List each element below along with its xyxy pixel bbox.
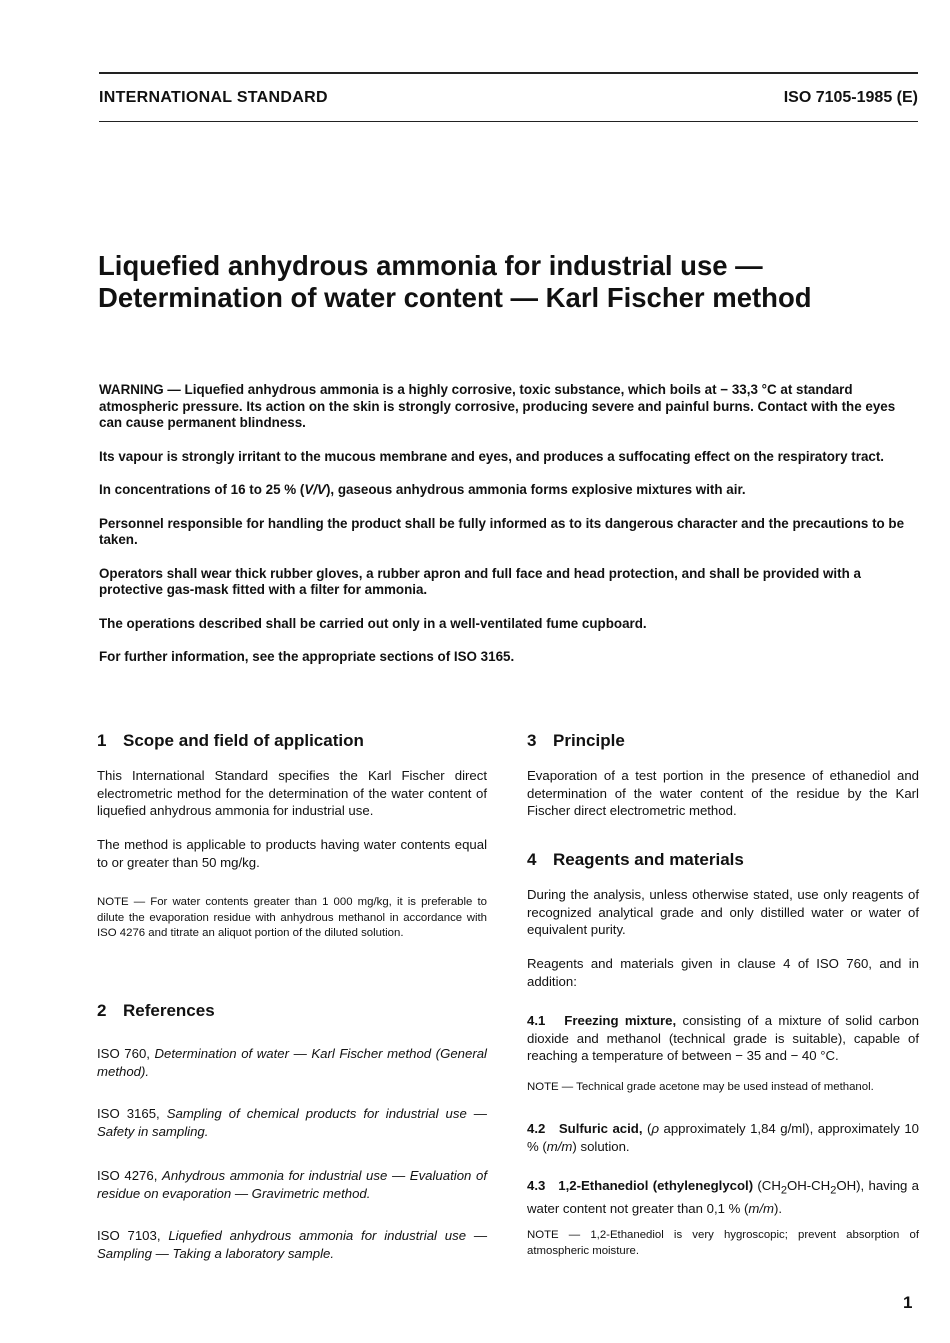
warning-paragraph: Personnel responsible for handling the product shall be fully informed as to its dangerous character and the precautions to be taken. (99, 515, 905, 547)
clause-4-1-note: NOTE — Technical grade acetone may be used instead of methanol. (527, 1081, 874, 1093)
header-rule (99, 121, 918, 122)
warning-paragraph: In concentrations of 16 to 25 % (V/V), gaseous anhydrous ammonia forms explosive mixtures with air. (99, 482, 746, 497)
section-4-paragraph: During the analysis, unless otherwise stated, use only reagents of recognized analytical grade and only distilled water or water of equivalent purity. (527, 887, 919, 937)
section-2-heading: 2 References (97, 1001, 215, 1020)
section-1-note: NOTE — For water contents greater than 1 000 mg/kg, it is preferable to dilute the evaporation residue with anhydrous methanol in accordance with ISO 4276 and titrate an aliquot portion of the diluted solution. (97, 896, 487, 939)
warning-paragraph: Operators shall wear thick rubber gloves, a rubber apron and full face and head protection, and shall be provided with a protective gas-mask fitted with a filter for ammonia. (99, 565, 861, 597)
reference-item: ISO 3165, Sampling of chemical products for industrial use — Safety in sampling. (97, 1106, 487, 1139)
document-title (98, 250, 898, 314)
standard-number: ISO 7105-1985 (E) (783, 89, 918, 106)
warning-paragraph: For further information, see the appropriate sections of ISO 3165. (99, 649, 515, 664)
clause-4-1: 4.1 Freezing mixture, consisting of a mixture of solid carbon dioxide and methanol (technical grade is suitable), capable of reaching a temperature of between − 35 and − 40 °C. (527, 1013, 919, 1063)
warning-paragraph: The operations described shall be carried out only in a well-ventilated fume cupboard. (99, 615, 647, 631)
warning-paragraph: Its vapour is strongly irritant to the mucous membrane and eyes, and produces a suffocating effect on the respiratory tract. (99, 448, 885, 464)
reference-item: ISO 4276, Anhydrous ammonia for industrial use — Evaluation of residue on evaporation — Gravimetric method. (97, 1168, 488, 1201)
title-line-1: Liquefied anhydrous ammonia for industrial use — (98, 250, 763, 281)
clause-4-2: 4.2 Sulfuric acid, (ρ approximately 1,84 g/ml), approximately 10 % (m/m) solution. (527, 1121, 920, 1154)
section-1-paragraph: The method is applicable to products having water contents equal to or greater than 50 mg/kg. (97, 837, 487, 870)
clause-4-3: 4.3 1,2-Ethanediol (ethyleneglycol) $(CH_2OH-CH_2OH)$, having a water content not greater than 0,1 % (m/m). (527, 1178, 919, 1217)
reference-item: ISO 760, Determination of water — Karl Fischer method (General method). (97, 1046, 487, 1079)
clause-4-3-note: NOTE — 1,2-Ethanediol is very hygroscopic; prevent absorption of atmospheric moisture. (527, 1229, 919, 1257)
top-rule (99, 72, 918, 74)
page-number: 1 (903, 1293, 913, 1312)
section-4-paragraph: Reagents and materials given in clause 4 of ISO 760, and in addition: (527, 956, 919, 989)
title-line-2: Determination of water content — Karl Fischer method (98, 282, 812, 313)
document-type: INTERNATIONAL STANDARD (99, 89, 328, 106)
reference-item: ISO 7103, Liquefied anhydrous ammonia for industrial use — Sampling — Taking a laboratory sample. (97, 1228, 488, 1261)
section-3-paragraph: Evaporation of a test portion in the presence of ethanediol and determination of the water content of the residue by the Karl Fischer direct electrometric method. (527, 768, 919, 818)
safety-warning (99, 382, 918, 683)
section-3-heading: 3 Principle (527, 731, 625, 750)
section-4-heading: 4 Reagents and materials (527, 850, 744, 869)
section-1-paragraph: This International Standard specifies the Karl Fischer direct electrometric method for the determination of the water content of liquefied anhydrous ammonia for industrial use. (97, 768, 487, 818)
warning-paragraph: WARNING — Liquefied anhydrous ammonia is a highly corrosive, toxic substance, which boils at − 33,3 °C at standard atmospheric pressure. Its action on the skin is strongly corrosive, producing severe and painful burns. Contact with the eyes can cause permanent blindness. (99, 382, 896, 430)
section-1-heading: 1 Scope and field of application (97, 731, 364, 750)
